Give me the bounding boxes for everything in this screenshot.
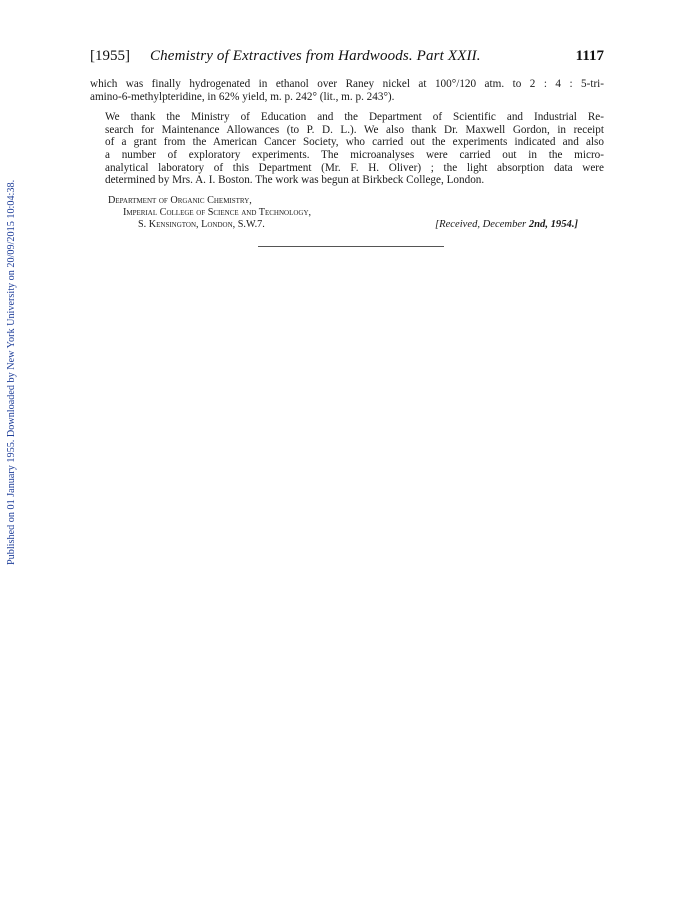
paragraph-conclusion [90, 78, 604, 103]
received-date-value: 2nd, 1954.] [528, 218, 578, 230]
journal-page [90, 40, 604, 233]
text-line: analytical laboratory of this Department (Mr. F. H. Oliver) ; the light absorption data were [105, 161, 604, 174]
download-notice: Published on 01 January 1955. Downloaded by New York University on 20/09/2015 10:04:38. [6, 179, 17, 565]
running-header [90, 40, 604, 66]
text-line: search for Maintenance Allowances (to P. D. L.). We also thank Dr. Maxwell Gordon, in receipt [105, 123, 604, 136]
received-date [435, 219, 578, 231]
header-year: [1955] [90, 48, 130, 64]
paragraph-acknowledgements [90, 111, 604, 187]
address-department: Department of Organic Chemistry, [108, 194, 252, 206]
text-line: determined by Mrs. A. I. Boston. The work was begun at Birkbeck College, London. [105, 174, 485, 187]
text-line: amino-6-methylpteridine, in 62% yield, m. p. 242° (lit., m. p. 243°). [90, 90, 395, 103]
text-line: which was finally hydrogenated in ethanol over Raney nickel at 100°/120 atm. to 2 : 4 : 5-tri- [90, 78, 604, 90]
page-number: 1117 [575, 48, 604, 64]
text-line: of a grant from the American Cancer Society, who carried out the experiments indicated and also [105, 136, 604, 149]
text-line: a number of exploratory experiments. The microanalyses were carried out in the micro- [105, 148, 604, 161]
address-institution: Imperial College of Science and Technology, [123, 206, 312, 218]
author-address [90, 195, 604, 233]
address-location: S. Kensington, London, S.W.7. [138, 218, 265, 230]
received-label: [Received, December [435, 218, 529, 230]
header-title: Chemistry of Extractives from Hardwoods. Part XXII. [150, 48, 481, 64]
section-end-rule [258, 246, 444, 247]
text-line: We thank the Ministry of Education and the Department of Scientific and Industrial Re- [105, 111, 604, 124]
